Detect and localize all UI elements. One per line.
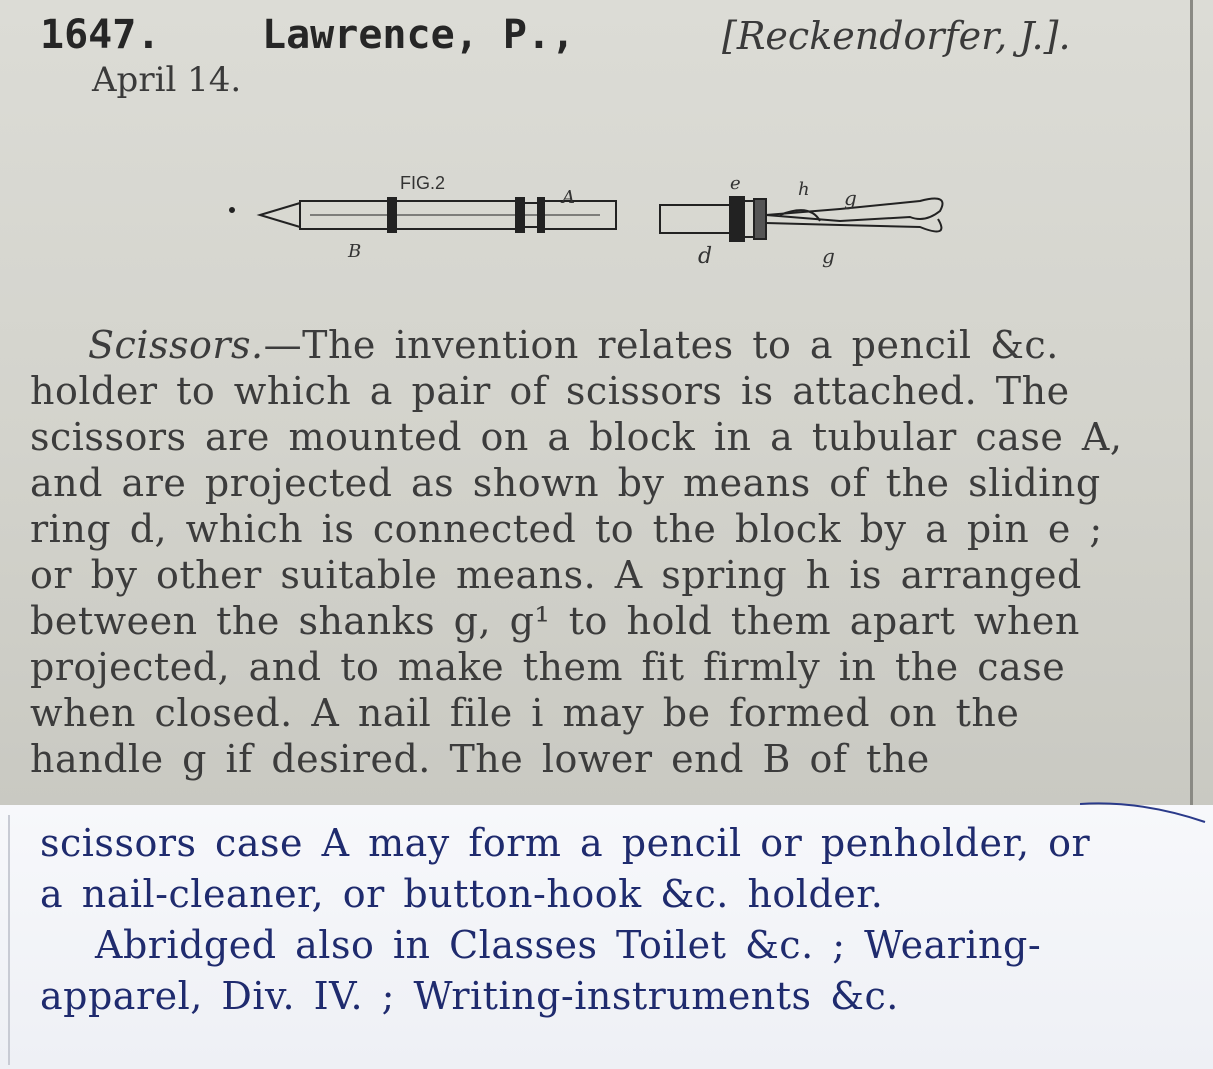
- mark-d: d: [698, 244, 713, 269]
- text-line-4: and are projected as shown by means of the sliding: [30, 461, 1101, 505]
- communicator-reference: [Reckendorfer, J.].: [722, 14, 1071, 58]
- description-paragraph: [30, 322, 1195, 782]
- text-line-1-rest: —The invention relates to a pencil &c.: [263, 323, 1059, 367]
- abridged-line-2: apparel, Div. IV. ; Writing-instruments &c.: [40, 974, 899, 1018]
- entry-date: April 14.: [92, 60, 242, 100]
- text-line-8: projected, and to make them fit firmly in the case: [30, 645, 1066, 689]
- mark-e: e: [730, 173, 741, 194]
- mark-B: B: [348, 241, 362, 262]
- text-line-10: handle g if desired. The lower end B of the: [30, 737, 930, 781]
- entry-number: 1647.: [40, 12, 161, 58]
- text-line-2: holder to which a pair of scissors is attached. The: [30, 369, 1070, 413]
- continuation-line-2: a nail-cleaner, or button-hook &c. holder.: [40, 872, 884, 916]
- mark-A: A: [562, 187, 575, 208]
- mark-g: g: [844, 186, 857, 210]
- continuation-line-1: scissors case A may form a pencil or penholder, or: [40, 821, 1091, 865]
- text-line-7: between the shanks g, g¹ to hold them apart when: [30, 599, 1080, 643]
- text-line-1: [30, 322, 1195, 368]
- text-line-5: ring d, which is connected to the block by a pin e ;: [30, 507, 1103, 551]
- mark-g1: g: [822, 244, 835, 268]
- abridged-line-1: Abridged also in Classes Toilet &c. ; Wearing-: [95, 923, 1042, 967]
- scissors-pencil-figure: [220, 165, 970, 275]
- text-line-9: when closed. A nail file i may be formed on the: [30, 691, 1020, 735]
- text-line-3: scissors are mounted on a block in a tubular case A,: [30, 415, 1123, 459]
- pencil-case-drawing: [230, 198, 616, 232]
- page-edge-shadow: [8, 815, 10, 1065]
- continuation-paragraph: [40, 818, 1205, 1022]
- text-line-6: or by other suitable means. A spring h is arranged: [30, 553, 1082, 597]
- inventor-name: Lawrence, P.,: [262, 12, 576, 58]
- mark-h: h: [798, 179, 810, 200]
- scissors-drawing: [660, 197, 943, 241]
- figure-label: FIG.2: [400, 173, 446, 193]
- caption-scissors: Scissors.: [88, 323, 264, 367]
